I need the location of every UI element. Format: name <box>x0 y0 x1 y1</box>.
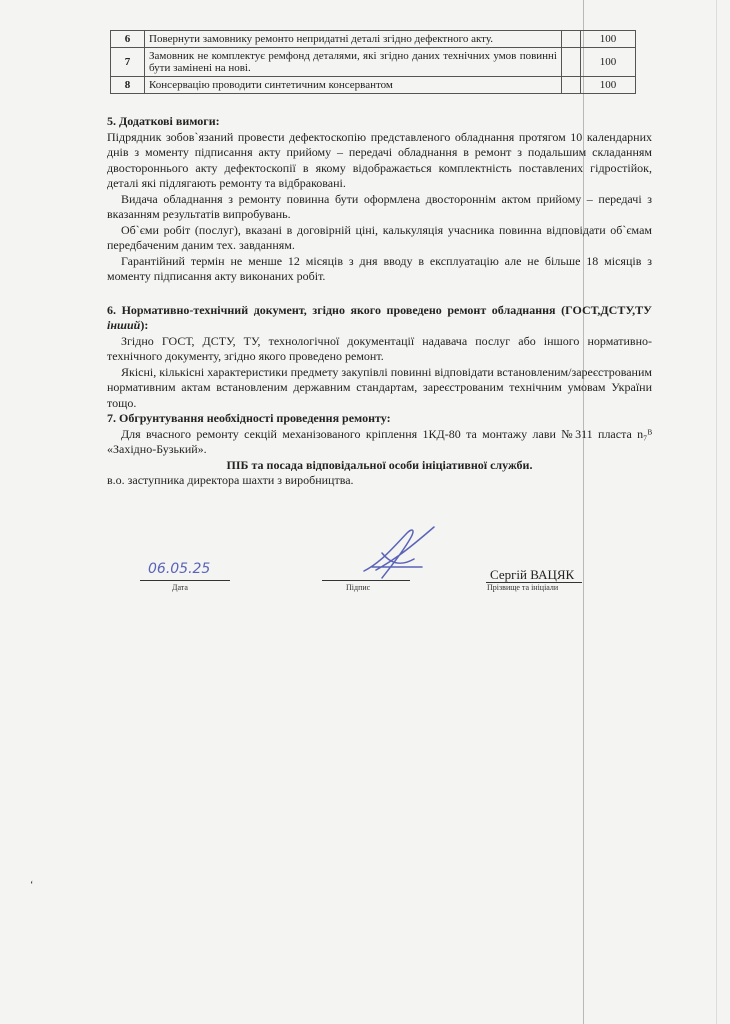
row-percent: 100 <box>581 31 636 48</box>
signature-block <box>0 555 730 615</box>
signature-line <box>322 580 410 581</box>
row-number: 7 <box>111 48 145 77</box>
date-value: 06.05.25 <box>148 561 211 577</box>
section-5-paragraph-2: Видача обладнання з ремонту повинна бути оформлена двостороннім актом прийому – передачі з вказанням результатів випробувань. <box>107 191 652 221</box>
row-percent: 100 <box>581 48 636 77</box>
section-6-heading <box>107 303 652 334</box>
section-6-heading-end: ): <box>140 318 149 332</box>
scan-edge-line <box>716 0 717 1024</box>
section-6-paragraph-2: Якісні, кількісні характеристики предмету закупівлі повинні відповідати встановленим/зареєстрованим нормативним актам встановленим державним стандартам, зареєстрованим технічним умовам України тощо. <box>107 364 652 410</box>
row-requirement: Повернути замовнику ремонто непридатні деталі згідно дефектного акту. <box>145 31 562 48</box>
section-5-paragraph-3: Об`єми робіт (послуг), вказані в договірній ціні, калькуляція учасника повинна відповідати об`ємам передбаченим даним тех. завданням. <box>107 222 652 252</box>
section-7-paragraph-1: Для вчасного ремонту секцій механізованого кріплення 1КД-80 та монтажу лави №311 пласта n₇ᴮ «Західно-Бузький». <box>107 426 652 456</box>
signer-name: Сергій ВАЦЯК <box>490 567 575 582</box>
row-number: 6 <box>111 31 145 48</box>
section-5-paragraph-1: Підрядник зобов`язаний провести дефектоскопію представленого обладнання протягом 10 календарних днів з моменту підписання акту прийому – передачі обладнання в ремонт з подальшим складанням двостороннього акту дефектоскопії в якому відображається комплектність поставлених гідростійок, деталі які підлягають ремонту та відбраковані. <box>107 129 652 190</box>
table-row <box>111 48 636 77</box>
section-7-heading: 7. Обгрунтування необхідності проведення ремонту: <box>107 411 391 425</box>
row-requirement: Консервацію проводити синтетичним консервантом <box>145 77 562 94</box>
signature-caption: Підпис <box>346 583 371 592</box>
handwritten-signature <box>352 523 442 583</box>
responsible-position: в.о. заступника директора шахти з виробництва. <box>107 473 354 487</box>
table-row <box>111 31 636 48</box>
row-requirement: Замовник не комплектує ремфонд деталями, які згідно даних технічних умов повинні бути замінені на нові. <box>145 48 562 77</box>
row-percent: 100 <box>581 77 636 94</box>
document-body <box>107 114 652 489</box>
row-spacer <box>562 48 581 77</box>
responsible-heading: ПІБ та посада відповідальної особи ініціативної служби. <box>226 457 533 472</box>
scan-mark: ʻ <box>30 880 34 891</box>
section-6-paragraph-1: Згідно ГОСТ, ДСТУ, ТУ, технологічної документації надавача послуг або іншого нормативно-технічного документу, згідно якого проведено ремонт. <box>107 333 652 363</box>
requirements-table <box>110 30 636 94</box>
section-6-heading-italic: інший <box>107 318 141 332</box>
name-caption: Прізвище та ініціали <box>487 583 559 592</box>
section-5-paragraph-4: Гарантійний термін не менше 12 місяців з дня вводу в експлуатацію але не більше 18 місяців з моменту підписання акту виконаних робіт. <box>107 253 652 283</box>
row-spacer <box>562 31 581 48</box>
date-line <box>140 580 230 581</box>
section-5-heading: 5. Додаткові вимоги: <box>107 114 220 128</box>
table-row <box>111 77 636 94</box>
date-caption: Дата <box>172 583 188 592</box>
row-spacer <box>562 77 581 94</box>
section-6-heading-main: 6. Нормативно-технічний документ, згідно якого проведено ремонт обладнання (ГОСТ,ДСТУ,ТУ <box>107 302 652 317</box>
row-number: 8 <box>111 77 145 94</box>
